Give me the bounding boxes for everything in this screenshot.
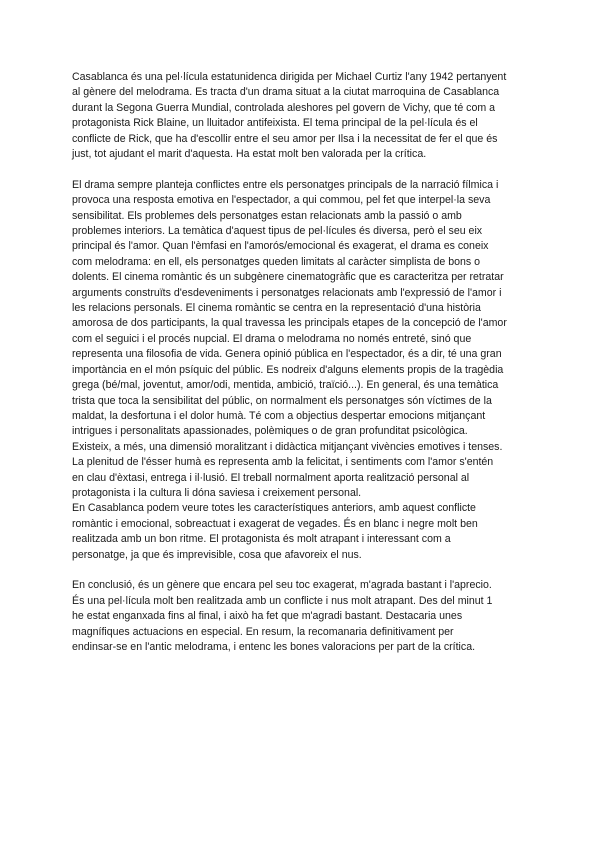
paragraph-introduction: Casablanca és una pel·lícula estatunidenca dirigida per Michael Curtiz l'any 1942 pertanyent al gènere del melodrama. Es tracta d'un drama situat a la ciutat marroquina de Casablanca durant la Segona Guerra Mundial, controlada aleshores pel govern de Vichy, que té com a protagonista Rick Blaine, un lluitador antifeixista. El tema principal de la pel·lícula és el conflicte de Rick, que ha d'escollir entre el seu amor per Ilsa i la necessitat de fer el que és just, tot ajudant el marit d'aquesta. Ha estat molt ben valorada per la crítica. (72, 71, 507, 161)
document-page (72, 70, 534, 655)
paragraph-drama-analysis: El drama sempre planteja conflictes entre els personatges principals de la narració fílmica i provoca una resposta emotiva en l'espectador, a qui commou, pel fet que interpel·la seva sensibilitat. Els problemes dels personatges estan relacionats amb la passió o amb problemes interiors. La temàtica d'aquest tipus de pel·lícules és diversa, però el seu eix principal és l'amor. Quan l'èmfasi en l'amorós/emocional és exagerat, el drama es coneix com melodrama: en ell, els personatges queden limitats al caràcter simplista de bons o dolents. El cinema romàntic és un subgènere cinematogràfic que es caracteritza per retratar arguments construïts d'esdeveniments i personatges relacionats amb l'expressió de l'amor i les relacions personals. El cinema romàntic se centra en la representació d'una història amorosa de dos participants, la qual travessa les principals etapes de la concepció de l'amor com el seguici i el procés nupcial. El drama o melodrama no només entreté, sinó que representa una filosofia de vida. Genera opinió pública en l'espectador, és a dir, té una gran importància en el món psíquic del públic. Es nodreix d'alguns elements propis de la tragèdia grega (bé/mal, joventut, amor/odi, mentida, ambició, traïció...). En general, és una temàtica trista que toca la sensibilitat del públic, on normalment els personatges són víctimes de la maldat, la desfortuna i el dolor humà. Té com a objectius despertar emocions mitjançant intrigues i personalitats apassionades, polèmiques o de gran profunditat psicològica. Existeix, a més, una dimensió moralitzant i didàctica mitjançant vivències emotives i tenses. La plenitud de l'ésser humà es representa amb la felicitat, i sentiments com l'amor s'entén en clau d'èxtasi, entrega i il·lusió. El treball normalment aporta realització personal al protagonista i la cultura li dóna saviesa i creixement personal. En Casablanca podem veure totes les característiques anteriors, amb aquest conflicte romàntic i emocional, sobreactuat i exagerat de vegades. És en blanc i negre molt ben realitzada amb un bon ritme. El protagonista és molt atrapant i interessant com a personatge, ja que és imprevisible, cosa que afavoreix el nus. (72, 178, 507, 561)
paragraph-conclusion: En conclusió, és un gènere que encara pel seu toc exagerat, m'agrada bastant i l'aprecio. És una pel·lícula molt ben realitzada amb un conflicte i nus molt atrapant. Des del minut 1 he estat enganxada fins al final, i això ha fet que m'agradi bastant. Destacaria unes magnífiques actuacions en especial. En resum, la recomanaria definitivament per endinsar-se en l'antic melodrama, i entenc les bones valoracions per part de la crítica. (72, 579, 493, 653)
